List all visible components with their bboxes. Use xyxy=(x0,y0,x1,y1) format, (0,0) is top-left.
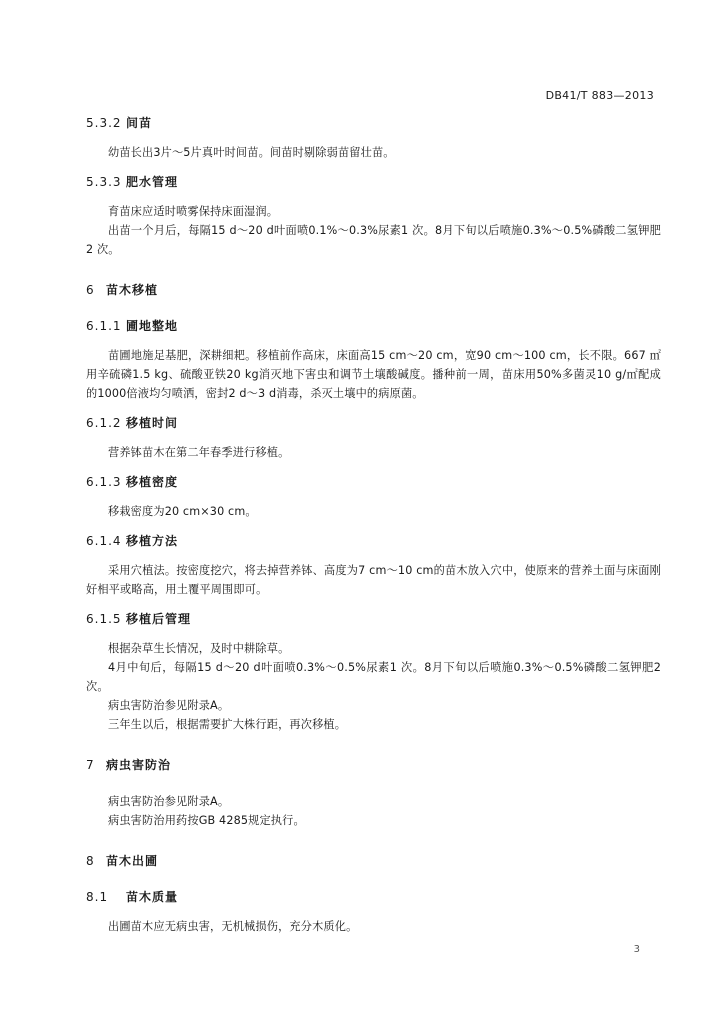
section-number: 6.1.4 xyxy=(86,534,122,548)
section-title: 苗木出圃 xyxy=(106,854,159,868)
section-number: 8.1 xyxy=(86,890,109,904)
section-title: 肥水管理 xyxy=(126,175,179,189)
section-number: 7 xyxy=(86,758,95,772)
paragraph: 幼苗长出3片～5片真叶时间苗。间苗时剔除弱苗留壮苗。 xyxy=(108,146,395,159)
section-number: 5.3.2 xyxy=(86,116,122,130)
section-number: 6.1.1 xyxy=(86,319,122,333)
section-title: 移植后管理 xyxy=(126,612,192,626)
section-number: 5.3.3 xyxy=(86,175,122,189)
section-heading-6-1-1 xyxy=(86,317,661,335)
paragraph: 出苗一个月后，每隔15 d～20 d叶面喷0.1%～0.3%尿素1 次。8月下旬以后喷施0.3%～0.5%磷酸二氢钾肥2 次。 xyxy=(86,224,661,256)
section-heading-6 xyxy=(86,281,661,299)
document-body xyxy=(86,114,661,936)
paragraph: 病虫害防治用药按GB 4285规定执行。 xyxy=(108,814,305,827)
section-title: 移植时间 xyxy=(126,416,179,430)
paragraph: 采用穴植法。按密度挖穴，将去掉营养钵、高度为7 cm～10 cm的苗木放入穴中，使原来的营养土面与床面刚好相平或略高，用土覆平周围即可。 xyxy=(86,564,661,596)
section-heading-5-3-3 xyxy=(86,173,661,191)
section-number: 6.1.3 xyxy=(86,475,122,489)
section-number: 6.1.5 xyxy=(86,612,122,626)
section-heading-6-1-3 xyxy=(86,473,661,491)
section-heading-6-1-2 xyxy=(86,414,661,432)
section-number: 8 xyxy=(86,854,95,868)
section-heading-6-1-5 xyxy=(86,610,661,628)
section-heading-5-3-2 xyxy=(86,114,661,132)
paragraph: 育苗床应适时喷雾保持床面湿润。 xyxy=(108,205,279,218)
paragraph: 4月中旬后，每隔15 d～20 d叶面喷0.3%～0.5%尿素1 次。8月下旬以后喷施0.3%～0.5%磷酸二氢钾肥2 次。 xyxy=(86,661,661,693)
paragraph: 营养钵苗木在第二年春季进行移植。 xyxy=(108,446,290,459)
section-heading-8 xyxy=(86,852,661,870)
standard-code: DB41/T 883—2013 xyxy=(545,89,654,102)
section-title: 圃地整地 xyxy=(126,319,179,333)
paragraph: 根据杂草生长情况，及时中耕除草。 xyxy=(108,642,290,655)
section-title: 病虫害防治 xyxy=(106,758,172,772)
paragraph: 病虫害防治参见附录A。 xyxy=(108,699,230,712)
section-title: 苗木移植 xyxy=(106,283,159,297)
paragraph: 出圃苗木应无病虫害，无机械损伤，充分木质化。 xyxy=(108,920,358,933)
section-number: 6.1.2 xyxy=(86,416,122,430)
section-title: 移植密度 xyxy=(126,475,179,489)
paragraph: 三年生以后，根据需要扩大株行距，再次移植。 xyxy=(108,718,347,731)
section-title: 移植方法 xyxy=(126,534,179,548)
page-number: 3 xyxy=(633,944,640,955)
section-title: 苗木质量 xyxy=(126,890,179,904)
section-heading-8-1 xyxy=(86,888,661,906)
paragraph: 病虫害防治参见附录A。 xyxy=(108,795,230,808)
section-number: 6 xyxy=(86,283,95,297)
paragraph: 苗圃地施足基肥，深耕细耙。移植前作高床，床面高15 cm～20 cm，宽90 cm～100 cm，长不限。667 ㎡用辛硫磷1.5 kg、硫酸亚铁20 kg消灭地下害虫和调节土壤酸碱度。播种前一周，苗床用50%多菌灵10 g/㎡配成的1000倍液均匀喷洒，密封2 d～3 d消毒，杀灭土壤中的病原菌。 xyxy=(86,349,661,400)
section-heading-6-1-4 xyxy=(86,532,661,550)
paragraph: 移栽密度为20 cm×30 cm。 xyxy=(108,505,257,518)
section-heading-7 xyxy=(86,756,661,774)
section-title: 间苗 xyxy=(126,116,153,130)
